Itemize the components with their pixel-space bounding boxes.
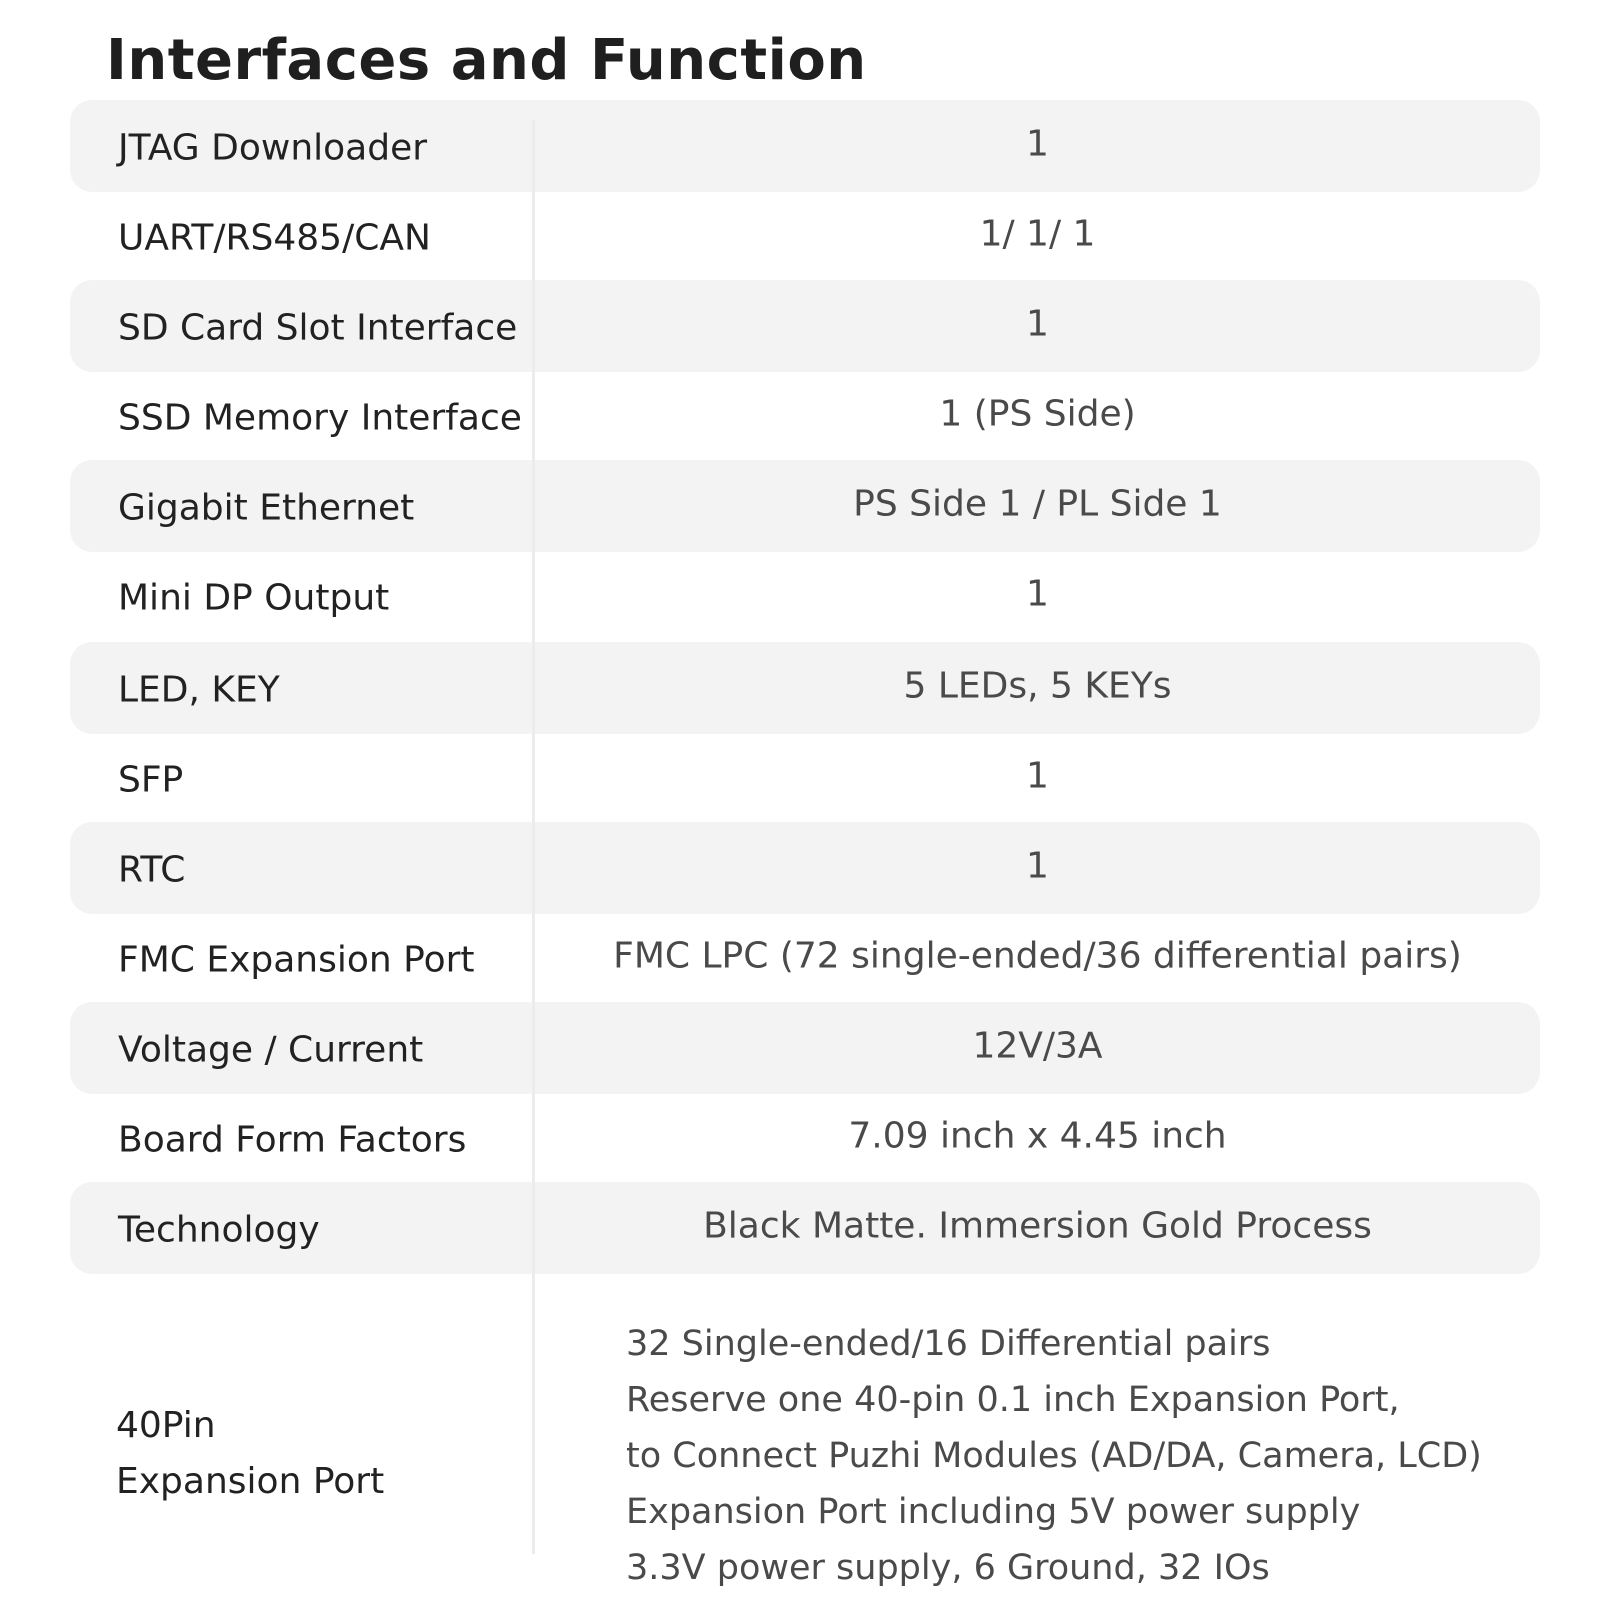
row-value-line: 3.3V power supply, 6 Ground, 32 IOs	[626, 1548, 1270, 1588]
column-divider	[532, 120, 535, 1554]
table-row-expansion-port	[70, 1306, 1540, 1598]
row-value: 1	[1026, 755, 1049, 797]
row-label: Gigabit Ethernet	[118, 487, 415, 529]
table-row	[70, 370, 1540, 462]
table-row	[70, 732, 1540, 824]
row-label	[116, 1398, 384, 1510]
row-label: Technology	[118, 1209, 320, 1251]
table-row	[70, 642, 1540, 734]
row-value: 5 LEDs, 5 KEYs	[903, 665, 1172, 707]
table-row	[70, 822, 1540, 914]
table-row	[70, 100, 1540, 192]
row-value: 7.09 inch x 4.45 inch	[848, 1115, 1227, 1157]
row-value-line: to Connect Puzhi Modules (AD/DA, Camera, LCD)	[626, 1436, 1482, 1476]
row-label-line: 40Pin	[116, 1405, 216, 1446]
row-label: RTC	[118, 849, 186, 891]
row-label: Voltage / Current	[118, 1029, 424, 1071]
page-title: Interfaces and Function	[106, 28, 867, 93]
row-value: FMC LPC (72 single-ended/36 differential pairs)	[613, 935, 1462, 977]
row-value: 1/ 1/ 1	[979, 213, 1096, 255]
row-value-line: 32 Single-ended/16 Differential pairs	[626, 1324, 1271, 1364]
table-row	[70, 280, 1540, 372]
row-label-line: Expansion Port	[116, 1461, 385, 1502]
table-row	[70, 1092, 1540, 1184]
table-row	[70, 460, 1540, 552]
table-row	[70, 550, 1540, 642]
row-label: SSD Memory Interface	[118, 397, 522, 439]
table-row	[70, 1002, 1540, 1094]
row-label: UART/RS485/CAN	[118, 217, 431, 259]
row-value-line: Expansion Port including 5V power supply	[626, 1492, 1361, 1532]
row-value: 1	[1026, 573, 1049, 615]
row-label: SFP	[118, 759, 184, 801]
row-value: Black Matte. Immersion Gold Process	[703, 1205, 1372, 1247]
row-value: 12V/3A	[972, 1025, 1103, 1067]
row-label: SD Card Slot Interface	[118, 307, 518, 349]
row-value-line: Reserve one 40-pin 0.1 inch Expansion Port,	[626, 1380, 1400, 1420]
row-label: LED, KEY	[118, 669, 280, 711]
table-row	[70, 190, 1540, 282]
row-label: Board Form Factors	[118, 1119, 467, 1161]
table-row	[70, 1182, 1540, 1274]
row-value	[626, 1316, 1540, 1596]
row-label: FMC Expansion Port	[118, 939, 475, 981]
row-value: 1	[1026, 303, 1049, 345]
row-value: PS Side 1 / PL Side 1	[853, 483, 1222, 525]
row-value: 1	[1026, 845, 1049, 887]
row-label: JTAG Downloader	[118, 127, 428, 169]
row-label: Mini DP Output	[118, 577, 390, 619]
table-row	[70, 912, 1540, 1004]
row-value: 1	[1026, 123, 1049, 165]
row-value: 1 (PS Side)	[939, 393, 1136, 435]
